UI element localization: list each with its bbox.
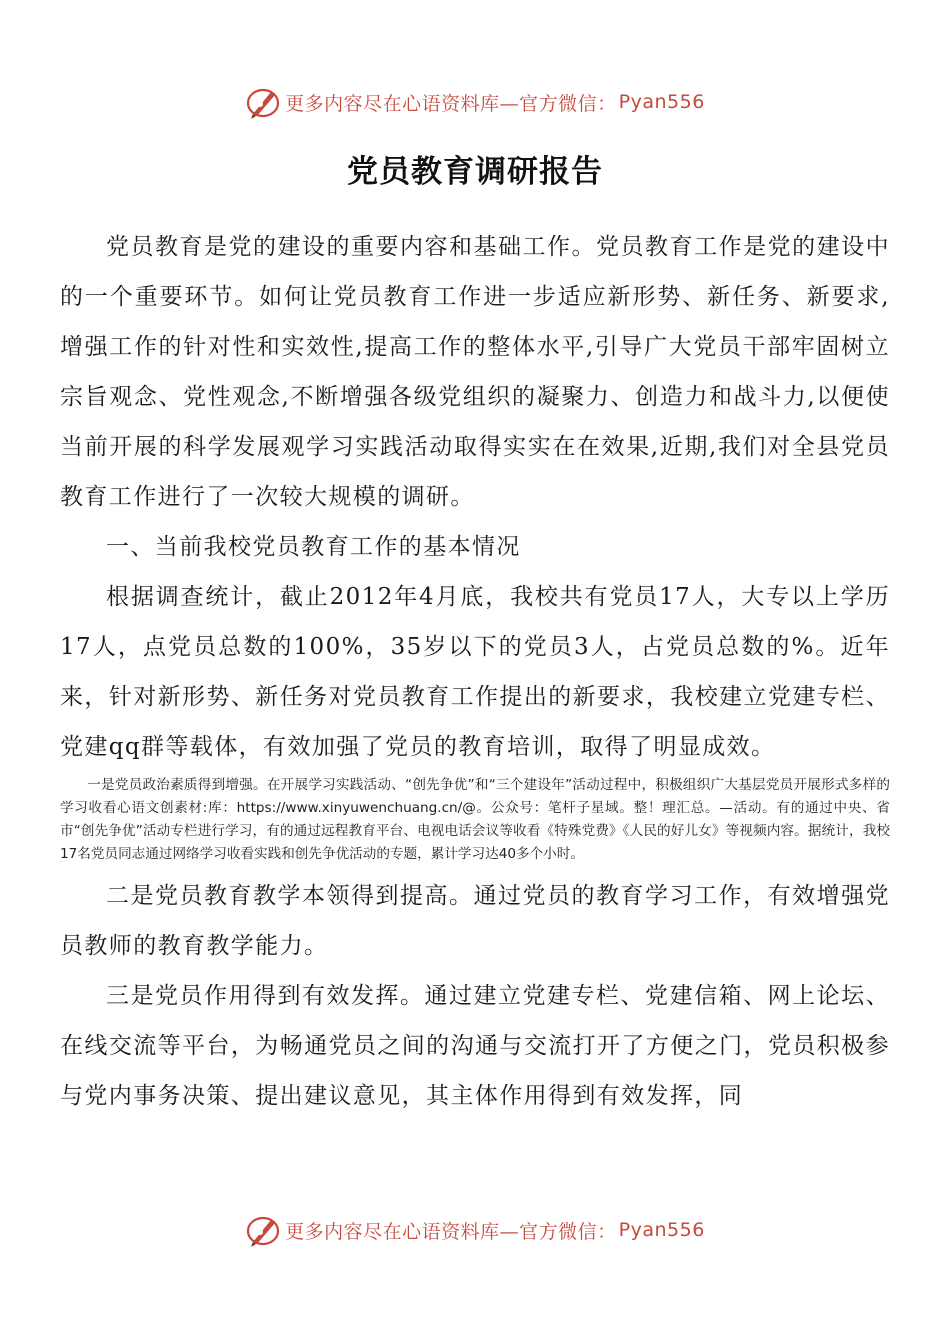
banner-text: 更多内容尽在心语资料库—官方微信： [285,92,617,115]
pen-logo-icon [245,1212,281,1248]
page-title: 党员教育调研报告 [347,154,603,190]
paragraph-member-role: 三是党员作用得到有效发挥。通过建立党建专栏、党建信箱、网上论坛、在线交流等平台，为畅通党员之间的沟通与交流打开了方便之门，党员积极参与党内事务决策、提出建议意见，其主体作用得到有效发挥，同 [60,983,890,1109]
paragraph-teaching-ability: 二是党员教育教学本领得到提高。通过党员的教育学习工作，有效增强党员教师的教育教学能力。 [60,883,890,959]
pen-logo-icon [245,84,281,120]
document-body [60,222,890,1121]
footer-banner [0,1210,950,1250]
paragraph-intro: 党员教育是党的建设的重要内容和基础工作。党员教育工作是党的建设中的一个重要环节。如何让党员教育工作进一步适应新形势、新任务、新要求,增强工作的针对性和实效性,提高工作的整体水平,引导广大党员干部牢固树立宗旨观念、党性观念,不断增强各级党组织的凝聚力、创造力和战斗力,以便使当前开展的科学发展观学习实践活动取得实实在在效果,近期,我们对全县党员教育工作进行了一次较大规模的调研。 [60,234,890,510]
banner-wechat-id: Pyan556 [618,1219,705,1241]
section-heading-1: 一、当前我校党员教育工作的基本情况 [106,534,521,560]
header-banner [0,82,950,122]
banner-wechat-id: Pyan556 [618,91,705,113]
paragraph-political-quality: 一是党员政治素质得到增强。在开展学习实践活动、“创先争优”和“三个建设年”活动过程中，积极组织广大基层党员开展形式多样的学习收看心语文创素材:库：https://www.xinyuwenchuang.cn/@。公众号：笔杆子星域。整！理汇总。—活动。有的通过中央、省市“创先争优”活动专栏进行学习，有的通过远程教育平台、电视电话会议等收看《特殊党费》《人民的好儿女》等视频内容。据统计，我校17名党员同志通过网络学习收看实践和创先争优活动的专题，累计学习达40多个小时。 [60,777,890,862]
banner-text: 更多内容尽在心语资料库—官方微信： [285,1220,617,1243]
paragraph-statistics: 根据调查统计，截止2012年4月底，我校共有党员17人，大专以上学历17人，点党员总数的100%，35岁以下的党员3人，占党员总数的%。近年来，针对新形势、新任务对党员教育工作提出的新要求，我校建立党建专栏、党建qq群等载体，有效加强了党员的教育培训，取得了明显成效。 [60,584,890,760]
